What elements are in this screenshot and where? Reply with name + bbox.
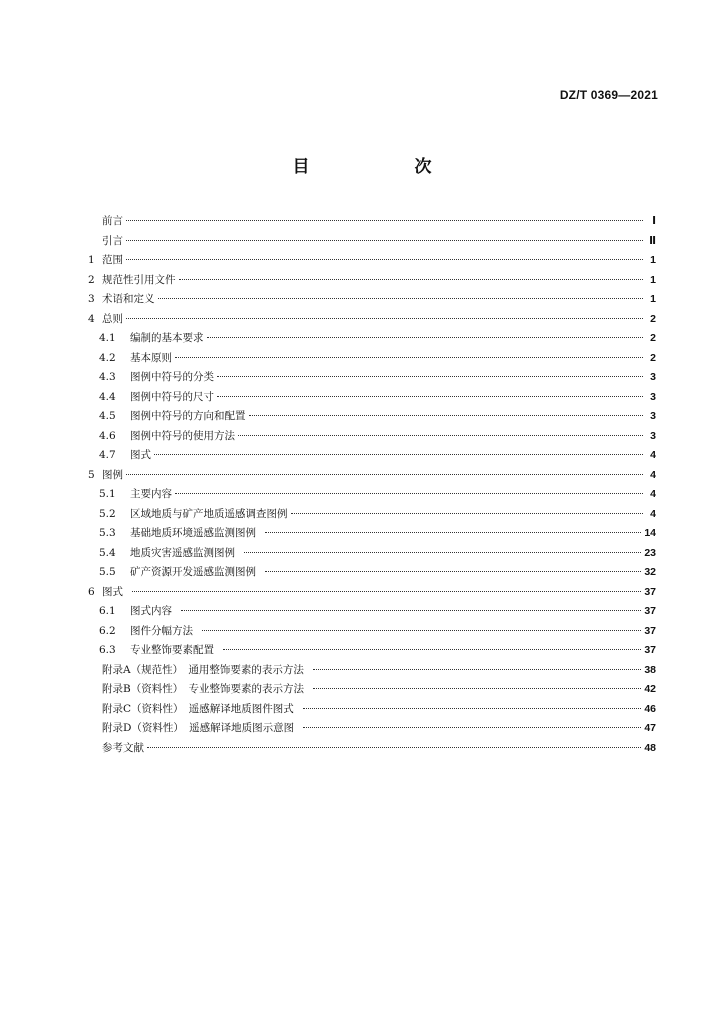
toc-entry[interactable] [88,602,656,622]
dot-leader [244,552,641,553]
toc-entry-label: 图式内容 [130,605,172,617]
toc-entry-page-number: 3 [650,429,656,442]
toc-entry[interactable] [88,544,656,564]
toc-entry-label: 引言 [102,234,123,247]
dot-leader [303,727,641,728]
dot-leader [238,435,643,436]
toc-entry-page-number: Ⅱ [649,234,656,247]
toc-entry-label: 参考文献 [102,741,144,754]
toc-entry[interactable] [88,310,656,330]
toc-entry-page-number: 3 [650,410,656,422]
toc-entry-number: 6 [88,585,95,598]
toc-entry-number: 5.2 [99,507,116,520]
toc-entry[interactable] [88,349,656,369]
toc-entry-page-number: 37 [644,605,656,617]
dot-leader [175,357,643,358]
toc-entry-label: 图例中符号的方向和配置 [130,410,246,422]
toc-entry-label: 地质灾害遥感监测图例 [130,546,235,559]
toc-entry[interactable] [88,427,656,447]
toc-entry-page-number: 4 [650,468,656,481]
toc-entry-page-number: 1 [650,293,656,305]
toc-entry-number: 4.4 [99,390,116,403]
toc-entry-label: 主要内容 [130,488,172,500]
toc-entry-page-number: 2 [650,351,656,364]
dot-leader [202,630,641,631]
dot-leader [126,259,643,260]
dot-leader [223,649,641,650]
toc-entry[interactable] [88,622,656,642]
dot-leader [147,747,641,748]
toc-entry-label: 专业整饰要素配置 [130,644,214,656]
table-of-contents [88,212,656,758]
dot-leader [126,220,643,221]
toc-entry-label: 基础地质环境遥感监测图例 [130,527,256,539]
dot-leader [158,298,644,299]
toc-entry-page-number: 42 [644,683,656,695]
toc-entry[interactable] [88,466,656,486]
toc-entry-number: 6.1 [99,605,116,617]
toc-entry-page-number: 3 [650,371,656,383]
toc-entry-number: 3 [88,293,95,305]
toc-entry-label: 附录A（规范性） 通用整饰要素的表示方法 [102,663,304,676]
toc-entry[interactable] [88,485,656,505]
toc-entry-number: 4 [88,312,95,325]
toc-entry-label: 图例中符号的尺寸 [130,390,214,403]
toc-entry[interactable] [88,583,656,603]
dot-leader [217,396,643,397]
toc-entry-page-number: 23 [644,546,656,559]
toc-entry-label: 图例 [102,468,123,481]
toc-entry-label: 规范性引用文件 [102,273,176,286]
toc-entry-label: 范围 [102,254,123,266]
toc-entry-number: 5.3 [99,527,116,539]
toc-entry-page-number: 38 [644,663,656,676]
toc-entry[interactable] [88,700,656,720]
toc-entry-label: 图例中符号的使用方法 [130,429,235,442]
toc-entry-page-number: 37 [644,644,656,656]
toc-entry-number: 5.4 [99,546,116,559]
toc-entry[interactable] [88,290,656,310]
toc-entry-label: 矿产资源开发遥感监测图例 [130,566,256,578]
dot-leader [126,318,643,319]
toc-entry-number: 4.7 [99,449,116,461]
toc-entry[interactable] [88,251,656,271]
toc-entry-page-number: 4 [650,488,656,500]
dot-leader [265,571,641,572]
dot-leader [265,532,641,533]
toc-entry-label: 基本原则 [130,351,172,364]
dot-leader [207,337,644,338]
toc-entry-number: 5 [88,468,95,481]
toc-entry-page-number: 2 [650,312,656,325]
dot-leader [126,240,643,241]
toc-entry-number: 4.6 [99,429,116,442]
toc-entry-number: 1 [88,254,95,266]
toc-entry[interactable] [88,719,656,739]
toc-entry-page-number: Ⅰ [652,215,656,227]
toc-entry-label: 附录B（资料性） 专业整饰要素的表示方法 [102,683,304,695]
toc-entry-page-number: 3 [650,390,656,403]
dot-leader [249,415,644,416]
toc-entry-page-number: 4 [650,449,656,461]
toc-entry-number: 4.3 [99,371,116,383]
toc-entry[interactable] [88,505,656,525]
toc-entry-page-number: 37 [644,585,656,598]
toc-entry-number: 5.5 [99,566,116,578]
toc-entry-number: 2 [88,273,95,286]
standard-code: DZ/T 0369—2021 [559,88,658,102]
toc-entry-label: 区域地质与矿产地质遥感调查图例 [130,507,288,520]
toc-entry-page-number: 2 [650,332,656,344]
toc-entry-label: 前言 [102,215,123,227]
toc-entry[interactable] [88,563,656,583]
toc-entry-label: 附录C（资料性） 遥感解译地质图件图式 [102,702,294,715]
toc-entry[interactable] [88,641,656,661]
dot-leader [313,669,641,670]
toc-entry-page-number: 1 [650,273,656,286]
toc-entry-page-number: 1 [650,254,656,266]
toc-entry-number: 4.2 [99,351,116,364]
toc-entry-label: 术语和定义 [102,293,155,305]
dot-leader [175,493,643,494]
toc-entry[interactable] [88,329,656,349]
toc-entry-label: 总则 [102,312,123,325]
dot-leader [132,591,641,592]
dot-leader [303,708,642,709]
toc-entry-page-number: 14 [644,527,656,539]
toc-entry-label: 附录D（资料性） 遥感解译地质图示意图 [102,722,295,734]
toc-entry-label: 图式 [130,449,151,461]
toc-entry[interactable] [88,368,656,388]
toc-entry-number: 5.1 [99,488,116,500]
toc-entry-number: 6.3 [99,644,116,656]
toc-entry[interactable] [88,212,656,232]
toc-entry[interactable] [88,388,656,408]
toc-entry-page-number: 4 [650,507,656,520]
toc-entry[interactable] [88,271,656,291]
dot-leader [154,454,643,455]
toc-entry[interactable] [88,680,656,700]
toc-entry-page-number: 37 [644,624,656,637]
toc-entry-number: 4.1 [99,332,116,344]
toc-entry-label: 图件分幅方法 [130,624,193,637]
toc-entry[interactable] [88,446,656,466]
dot-leader [181,610,641,611]
toc-entry-number: 6.2 [99,624,116,637]
dot-leader [217,376,643,377]
toc-entry-label: 图式 [102,585,123,598]
toc-entry[interactable] [88,232,656,252]
toc-entry-page-number: 47 [644,722,656,734]
toc-entry[interactable] [88,739,656,759]
dot-leader [291,513,644,514]
toc-entry-page-number: 46 [644,702,656,715]
toc-entry-page-number: 32 [644,566,656,578]
toc-entry-label: 图例中符号的分类 [130,371,214,383]
toc-entry-label: 编制的基本要求 [130,332,204,344]
toc-entry[interactable] [88,661,656,681]
toc-entry-number: 4.5 [99,410,116,422]
dot-leader [126,474,643,475]
toc-entry[interactable] [88,407,656,427]
dot-leader [313,688,641,689]
toc-title: 目 次 [292,157,476,177]
toc-entry-page-number: 48 [644,741,656,754]
toc-entry[interactable] [88,524,656,544]
dot-leader [179,279,644,280]
